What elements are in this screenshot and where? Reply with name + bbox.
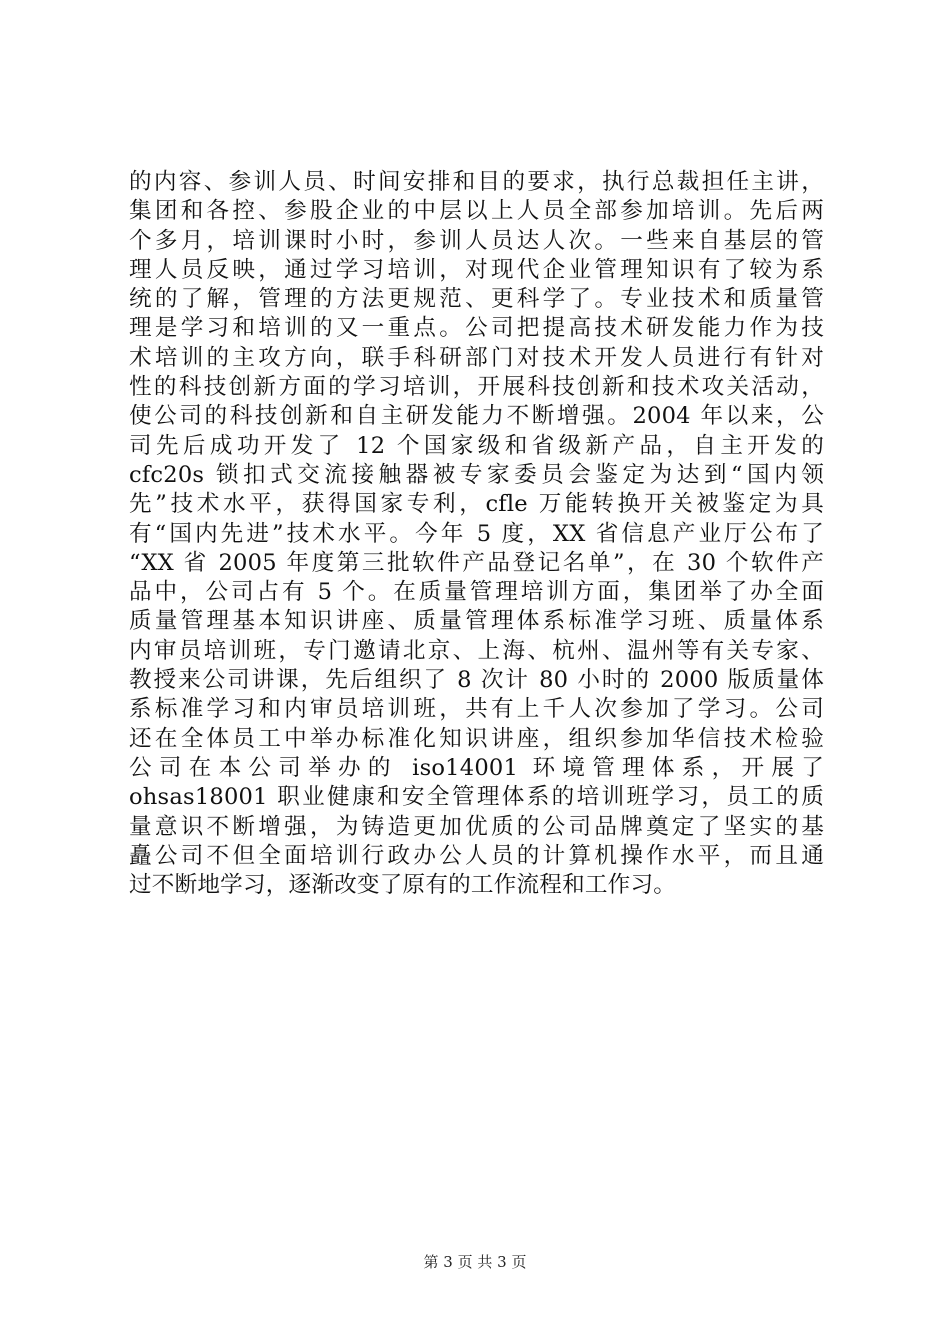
text-line: 品中，公司占有 5 个。在质量管理培训方面，集团举了办全面 xyxy=(129,579,824,606)
text-line: 还在全体员工中举办标准化知识讲座，组织参加华信技术检验 xyxy=(129,725,824,752)
text-line: 理人员反映，通过学习培训，对现代企业管理知识有了较为系 xyxy=(129,256,824,283)
text-line: 性的科技创新方面的学习培训，开展科技创新和技术攻关活动， xyxy=(129,374,824,401)
text-line: 理是学习和培训的又一重点。公司把提高技术研发能力作为技 xyxy=(129,315,824,342)
body-paragraph xyxy=(129,168,824,900)
page-footer: 第 3 页 共 3 页 xyxy=(423,1253,527,1271)
text-line: 教授来公司讲课，先后组织了 8 次计 80 小时的 2000 版质量体 xyxy=(129,667,824,694)
text-line: 司先后成功开发了 12 个国家级和省级新产品，自主开发的 xyxy=(129,432,824,459)
text-line: 过不断地学习，逐渐改变了原有的工作流程和工作习。 xyxy=(129,872,677,899)
text-line: 统的了解，管理的方法更规范、更科学了。专业技术和质量管 xyxy=(129,286,824,313)
text-line: 质量管理基本知识讲座、质量管理体系标准学习班、质量体系 xyxy=(129,608,824,635)
text-line: ohsas18001 职业健康和安全管理体系的培训班学习，员工的质 xyxy=(129,784,824,811)
text-line: cfc20s 锁扣式交流接触器被专家委员会鉴定为达到“国内领 xyxy=(129,461,824,488)
text-line: 量意识不断增强，为铸造更加优质的公司品牌奠定了坚实的基 xyxy=(129,813,824,840)
text-line: “XX 省 2005 年度第三批软件产品登记名单”，在 30 个软件产 xyxy=(129,549,824,576)
text-line: 先”技术水平，获得国家专利，cfle 万能转换开关被鉴定为具 xyxy=(129,491,824,518)
text-line: 内审员培训班，专门邀请北京、上海、杭州、温州等有关专家、 xyxy=(129,637,824,664)
text-line: 系标准学习和内审员培训班，共有上千人次参加了学习。公司 xyxy=(129,696,824,723)
text-line: 集团和各控、参股企业的中层以上人员全部参加培训。先后两 xyxy=(129,198,824,225)
text-line: 个多月，培训课时小时，参训人员达人次。一些来自基层的管 xyxy=(129,227,824,254)
text-line: 使公司的科技创新和自主研发能力不断增强。2004 年以来，公 xyxy=(129,403,824,430)
text-line: 的内容、参训人员、时间安排和目的要求，执行总裁担任主讲， xyxy=(129,169,824,195)
text-line: 公司在本公司举办的 iso14001 环境管理体系，开展了 xyxy=(129,754,824,781)
text-line: 术培训的主攻方向，联手科研部门对技术开发人员进行有针对 xyxy=(129,344,824,371)
text-line: 有“国内先进”技术水平。今年 5 度，XX 省信息产业厅公布了 xyxy=(129,520,824,547)
text-line: 矗公司不但全面培训行政办公人员的计算机操作水平，而且通 xyxy=(129,842,824,869)
